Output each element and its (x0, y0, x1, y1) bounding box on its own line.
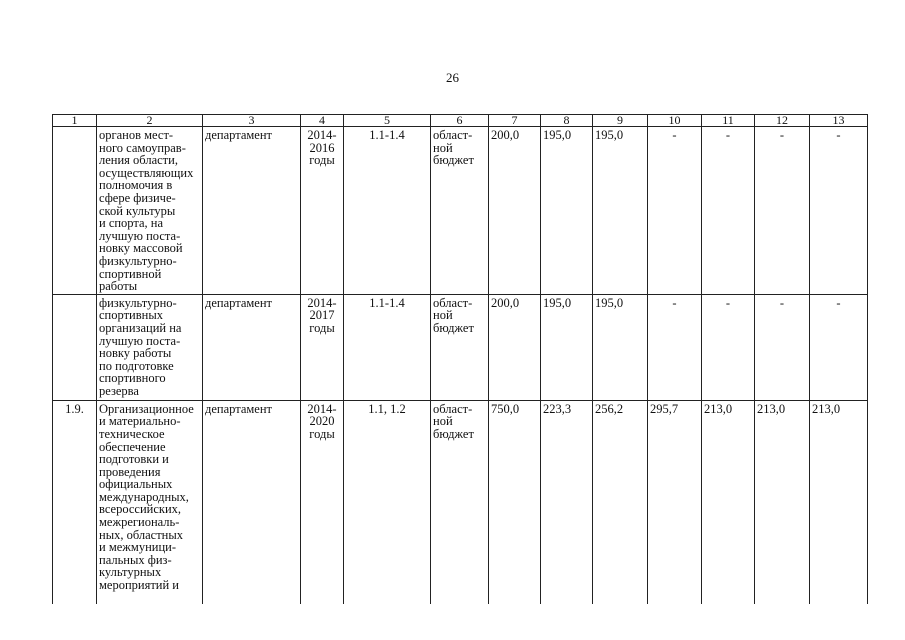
value-cell: 750,0 (489, 400, 541, 604)
name-line: лучшую поста- (99, 333, 181, 348)
measure-name (97, 294, 203, 400)
source-line: област- (433, 295, 473, 310)
header-cell: 8 (541, 115, 593, 127)
page-number: 26 (446, 70, 459, 85)
source-line: бюджет (433, 426, 474, 441)
header-cell: 2 (97, 115, 203, 127)
header-cell: 1 (53, 115, 97, 127)
name-line: лучшую поста- (99, 228, 181, 243)
source-line: бюджет (433, 320, 474, 335)
header-cell: 10 (648, 115, 702, 127)
value-cell: 295,7 (648, 400, 702, 604)
name-line: органов мест- (99, 128, 174, 142)
source-line: област- (433, 401, 473, 416)
value-cell: - (648, 294, 702, 400)
value-cell: - (755, 127, 810, 295)
value-cell: - (702, 294, 755, 400)
name-line: спортивной (99, 266, 162, 281)
name-line: и материально- (99, 414, 181, 429)
name-line: ного самоупрaв- (99, 140, 186, 155)
header-cell: 4 (301, 115, 344, 127)
value-cell: 223,3 (541, 400, 593, 604)
table-row (53, 294, 868, 400)
header-cell: 5 (344, 115, 431, 127)
value-cell: - (755, 294, 810, 400)
value-cell: 195,0 (541, 127, 593, 295)
name-line: спортивных (99, 308, 163, 323)
funding-source (431, 400, 489, 604)
source-line: ной (433, 414, 453, 429)
period-line: 2017 (309, 308, 335, 323)
executor: департамент (203, 400, 301, 604)
value-cell: 256,2 (593, 400, 648, 604)
header-row (53, 115, 868, 127)
period-line: 2014- (307, 401, 337, 416)
executor: департамент (203, 294, 301, 400)
name-line: ской культуры (99, 203, 176, 218)
table-row (53, 127, 868, 295)
funding-source (431, 294, 489, 400)
funding-source (431, 127, 489, 295)
indicator: 1.1-1.4 (344, 127, 431, 295)
executor: департамент (203, 127, 301, 295)
source-line: ной (433, 140, 453, 155)
period-line: годы (309, 320, 335, 335)
source-line: ной (433, 308, 453, 323)
period-line: 2016 (309, 140, 335, 155)
name-line: по подготовке (99, 358, 174, 373)
value-cell: - (810, 294, 868, 400)
value-cell: 195,0 (541, 294, 593, 400)
measure-name (97, 400, 203, 604)
name-line: спортивного (99, 371, 166, 386)
period-line: годы (309, 426, 335, 441)
name-line: организаций на (99, 320, 182, 335)
name-line: резерва (99, 383, 139, 398)
name-line: сфере физиче- (99, 190, 176, 205)
name-line: физкультурно- (99, 295, 177, 310)
measure-name (97, 127, 203, 295)
header-cell: 12 (755, 115, 810, 127)
value-cell: 200,0 (489, 294, 541, 400)
name-line: мероприятий и (99, 578, 179, 593)
name-line: и межмуници- (99, 540, 176, 555)
period (301, 400, 344, 604)
name-line: новку работы (99, 346, 172, 361)
name-line: проведения (99, 464, 161, 479)
source-line: област- (433, 128, 473, 142)
name-line: техническое (99, 426, 165, 441)
row-number: 1.9. (53, 400, 97, 604)
name-line: подготовки и (99, 452, 169, 467)
header-cell: 11 (702, 115, 755, 127)
table-row (53, 400, 868, 604)
name-line: новку массовой (99, 241, 183, 256)
name-line: полномочия в (99, 178, 173, 193)
name-line: работы (99, 279, 138, 294)
name-line: культурных (99, 565, 162, 580)
header-cell: 7 (489, 115, 541, 127)
period-line: 2014- (307, 128, 337, 142)
period-line: 2014- (307, 295, 337, 310)
name-line: ных, областных (99, 527, 184, 542)
header-cell: 13 (810, 115, 868, 127)
header-cell: 3 (203, 115, 301, 127)
source-line: бюджет (433, 153, 474, 168)
value-cell: 213,0 (755, 400, 810, 604)
name-line: межрегиональ- (99, 515, 180, 530)
value-cell: - (810, 127, 868, 295)
period (301, 127, 344, 295)
name-line: физкультурно- (99, 253, 177, 268)
name-line: пальных физ- (99, 552, 172, 567)
indicator: 1.1, 1.2 (344, 400, 431, 604)
name-line: всероссийских, (99, 502, 182, 517)
value-cell: 195,0 (593, 294, 648, 400)
period-line: 2020 (309, 414, 335, 429)
name-line: международных, (99, 489, 189, 504)
row-number (53, 294, 97, 400)
period (301, 294, 344, 400)
header-cell: 9 (593, 115, 648, 127)
value-cell: - (648, 127, 702, 295)
value-cell: 213,0 (810, 400, 868, 604)
header-cell: 6 (431, 115, 489, 127)
name-line: Организационное (99, 401, 194, 416)
name-line: обеспечение (99, 439, 166, 454)
value-cell: 213,0 (702, 400, 755, 604)
name-line: официальных (99, 477, 173, 492)
name-line: осуществляющих (99, 165, 194, 180)
indicator: 1.1-1.4 (344, 294, 431, 400)
name-line: и спорта, на (99, 216, 164, 231)
program-table (52, 114, 868, 604)
value-cell: - (702, 127, 755, 295)
name-line: ления области, (99, 153, 178, 168)
row-number (53, 127, 97, 295)
value-cell: 200,0 (489, 127, 541, 295)
period-line: годы (309, 153, 335, 168)
value-cell: 195,0 (593, 127, 648, 295)
